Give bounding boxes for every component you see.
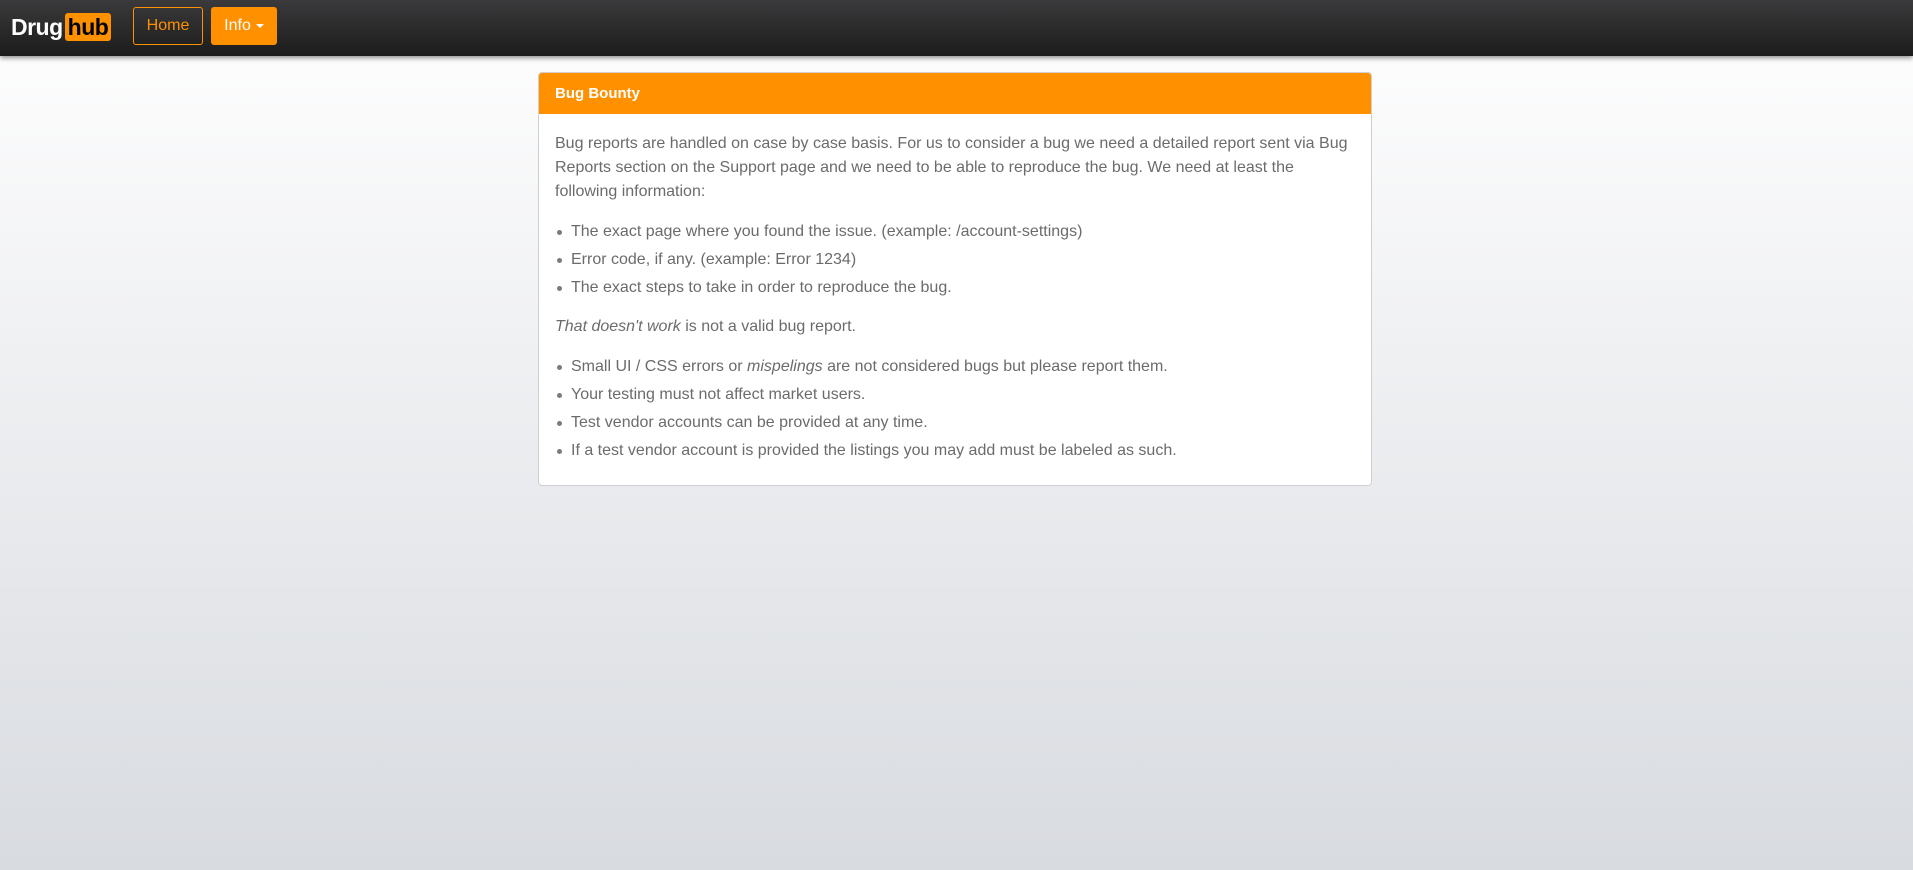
home-button[interactable] (133, 7, 203, 45)
rule1-italic: mispelings (747, 358, 823, 375)
brand-logo[interactable] (11, 12, 111, 42)
list-item: Your testing must not affect market users. (555, 383, 1355, 407)
intro-paragraph: Bug reports are handled on case by case basis. For us to consider a bug we need a detailed report sent via Bug Reports section on the Support page and we need to be able to reproduce the bug. We need at least the following information: (555, 135, 1348, 200)
info-dropdown-button[interactable] (211, 7, 277, 45)
info-button-label: Info (224, 17, 251, 34)
rule1-before: Small UI / CSS errors or (571, 358, 748, 375)
invalid-report-italic: That doesn't work (555, 318, 681, 335)
list-item: The exact steps to take in order to reproduce the bug. (555, 276, 1355, 300)
card-header (539, 73, 1371, 114)
caret-down-icon (256, 24, 264, 28)
home-button-label: Home (146, 17, 190, 34)
bug-bounty-card (538, 72, 1372, 486)
brand-logo-text: Drug (11, 13, 63, 40)
requirements-list (555, 220, 1355, 300)
card-title: Bug Bounty (555, 85, 640, 102)
rules-list (555, 355, 1355, 463)
list-item: The exact page where you found the issue. (example: /account-settings) (555, 220, 1355, 244)
list-item: Test vendor accounts can be provided at any time. (555, 411, 1355, 435)
list-item (555, 355, 1355, 379)
brand-logo-highlight: hub (65, 13, 112, 41)
list-item: Error code, if any. (example: Error 1234) (555, 248, 1355, 272)
invalid-report-note (555, 315, 1355, 339)
top-navbar (0, 0, 1913, 56)
rule1-after: are not considered bugs but please report them. (822, 358, 1168, 375)
list-item: If a test vendor account is provided the listings you may add must be labeled as such. (555, 439, 1355, 463)
card-body (539, 114, 1371, 463)
invalid-report-text: is not a valid bug report. (680, 318, 856, 335)
